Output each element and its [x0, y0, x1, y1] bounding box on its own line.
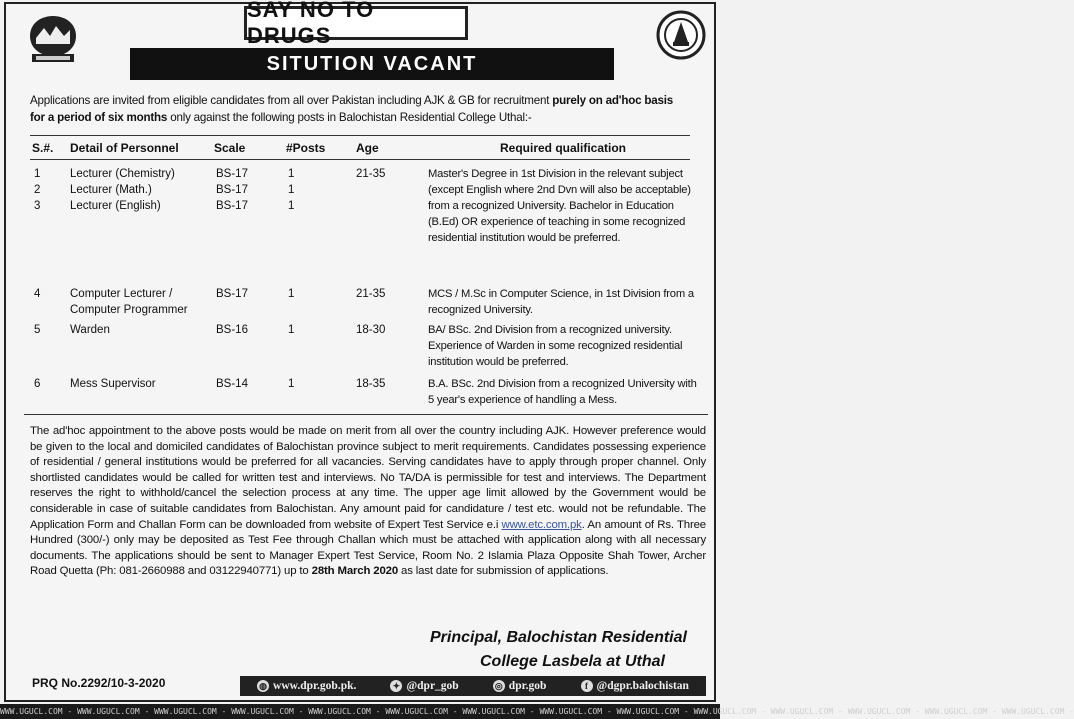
table-cell-posts: 1: [288, 168, 295, 180]
header-posts: #Posts: [286, 141, 326, 155]
instagram-icon: ◎: [493, 680, 505, 692]
table-cell-age: 18-35: [356, 378, 386, 390]
table-cell-detail: Mess Supervisor: [70, 378, 156, 390]
header-sno: S.#.: [32, 141, 54, 155]
deadline-date: 28th March 2020: [311, 565, 399, 578]
intro-bold-text: purely on ad'hoc basis for a period of six months: [30, 94, 674, 124]
table-cell-sno: 6: [34, 378, 41, 390]
table-cell-age: 18-30: [356, 324, 386, 336]
header-detail: Detail of Personnel: [70, 141, 179, 155]
social-facebook-text: @dgpr.balochistan: [596, 680, 689, 692]
table-cell-sno: 5: [34, 324, 41, 336]
table-cell-age: 21-35: [356, 288, 386, 300]
slogan-box: SAY NO TO DRUGS: [244, 6, 468, 40]
social-instagram[interactable]: [493, 680, 547, 692]
header-age: Age: [356, 141, 379, 155]
social-instagram-text: dpr.gob: [508, 680, 547, 692]
table-cell-detail: Lecturer (English): [70, 200, 161, 212]
intro-text: Applications are invited from eligible candidates from all over Pakistan including AJK & GB for recruitment: [30, 94, 553, 107]
globe-icon: ◍: [257, 680, 269, 692]
social-facebook[interactable]: [581, 680, 689, 692]
table-cell-scale: BS-17: [216, 200, 248, 212]
signature-line-2: College Lasbela at Uthal: [480, 653, 665, 670]
table-top-rule: [30, 135, 690, 136]
intro-paragraph: [30, 92, 690, 126]
table-cell-posts: 1: [288, 288, 295, 300]
website-link[interactable]: www.etc.com.pk: [501, 518, 582, 531]
terms-paragraph: [30, 424, 706, 580]
prq-number: PRQ No.2292/10-3-2020: [32, 676, 166, 690]
table-cell-detail: Lecturer (Math.): [70, 184, 152, 196]
table-cell-scale: BS-17: [216, 184, 248, 196]
government-seal-icon: [656, 10, 706, 60]
qualification-warden: BA/ BSc. 2nd Division from a recognized university. Experience of Warden in some recognized residential institution would be preferred.: [428, 324, 683, 368]
table-cell-posts: 1: [288, 324, 295, 336]
intro-text-end: only against the following posts in Balochistan Residential College Uthal:-: [167, 111, 532, 124]
page-title: SITUTION VACANT: [130, 48, 614, 80]
table-cell-sno: 4: [34, 288, 41, 300]
table-cell-scale: BS-14: [216, 378, 248, 390]
header-qualification: Required qualification: [500, 141, 627, 155]
table-cell-posts: 1: [288, 200, 295, 212]
social-website[interactable]: [257, 680, 356, 692]
twitter-icon: ✦: [390, 680, 402, 692]
table-cell-scale: BS-17: [216, 288, 248, 300]
qualification-teaching: Master's Degree in 1st Division in the relevant subject (except English where 2nd Dvn will also be acceptable) from a recognized University. Bachelor in Education (B.Ed) OR experience of teaching in some recognized residential institution would be preferred.: [428, 168, 691, 244]
header-scale: Scale: [214, 141, 246, 155]
terms-text-cont: . An amount of Rs. Three Hundred (300/-) only may be deposited as Test Fee through Challan which must be attached with application along with all necessary documents. The applications should be sent to Manager Expert Test Service, Room No. 2 Islamia Plaza Opposite Shah Tower, Archer Road Quetta (Ph: 081-2660988 and 03122940771) up to: [30, 518, 706, 578]
college-logo-icon: [26, 14, 80, 64]
terms-text-end: as last date for submission of applications.: [398, 565, 609, 578]
table-cell-sno: 3: [34, 200, 41, 212]
table-cell-detail: Warden: [70, 324, 110, 336]
social-website-text: www.dpr.gob.pk.: [273, 680, 357, 692]
qualification-mess: B.A. BSc. 2nd Division from a recognized University with 5 year's experience of handling a Mess.: [428, 378, 697, 406]
table-cell-sno: 1: [34, 168, 41, 180]
social-twitter[interactable]: [390, 680, 458, 692]
table-cell-posts: 1: [288, 184, 295, 196]
table-bottom-rule: [24, 414, 708, 415]
watermark-strip: WWW.UGUCL.COM - WWW.UGUCL.COM - WWW.UGUCL.COM - WWW.UGUCL.COM - WWW.UGUCL.COM - WWW.UGUCL.COM - WWW.UGUCL.COM - WWW.UGUCL.COM - WWW.UGUCL.COM - WWW.UGUCL.COM - WWW.UGUCL.COM - WWW.UGUCL.COM - WWW.UGUCL.COM - WWW.UGUCL.COM -: [0, 704, 720, 719]
table-cell-sno: 2: [34, 184, 41, 196]
table-cell-age: 21-35: [356, 168, 386, 180]
table-cell-scale: BS-17: [216, 168, 248, 180]
table-cell-detail: Lecturer (Chemistry): [70, 168, 175, 180]
signature-block: [430, 626, 700, 674]
table-cell-detail-line2: Computer Programmer: [70, 304, 188, 316]
social-bar: [240, 676, 706, 696]
table-cell-detail: Computer Lecturer /: [70, 288, 173, 300]
social-twitter-text: @dpr_gob: [406, 680, 459, 692]
table-header-rule: [30, 159, 690, 160]
table-cell-scale: BS-16: [216, 324, 248, 336]
table-cell-posts: 1: [288, 378, 295, 390]
qualification-computer: MCS / M.Sc in Computer Science, in 1st Division from a recognized University.: [428, 288, 694, 316]
signature-line-1: Principal, Balochistan Residential: [430, 629, 687, 646]
facebook-icon: f: [581, 680, 593, 692]
terms-text: The ad'hoc appointment to the above posts would be made on merit from all over the country including AJK. However preference would be given to the local and domiciled candidates of Balochistan province subject to merit requirements. Candidates possessing experience of residential / general institutions would be preferred for all vacancies. Serving candidates have to apply through proper channel. Only shortlisted candidates would be called for written test and interviews. No TA/DA is permissible for test and interviews. The Department reserves the right to withhold/cancel the selection process at any time. The upper age limit allowed by the Government would be considerable in case of suitable candidates from Balochistan. Any amount paid for candidature / test etc. would not be refundable. The Application Form and Challan Form can be downloaded from website of Expert Test Service e.i: [30, 425, 706, 531]
